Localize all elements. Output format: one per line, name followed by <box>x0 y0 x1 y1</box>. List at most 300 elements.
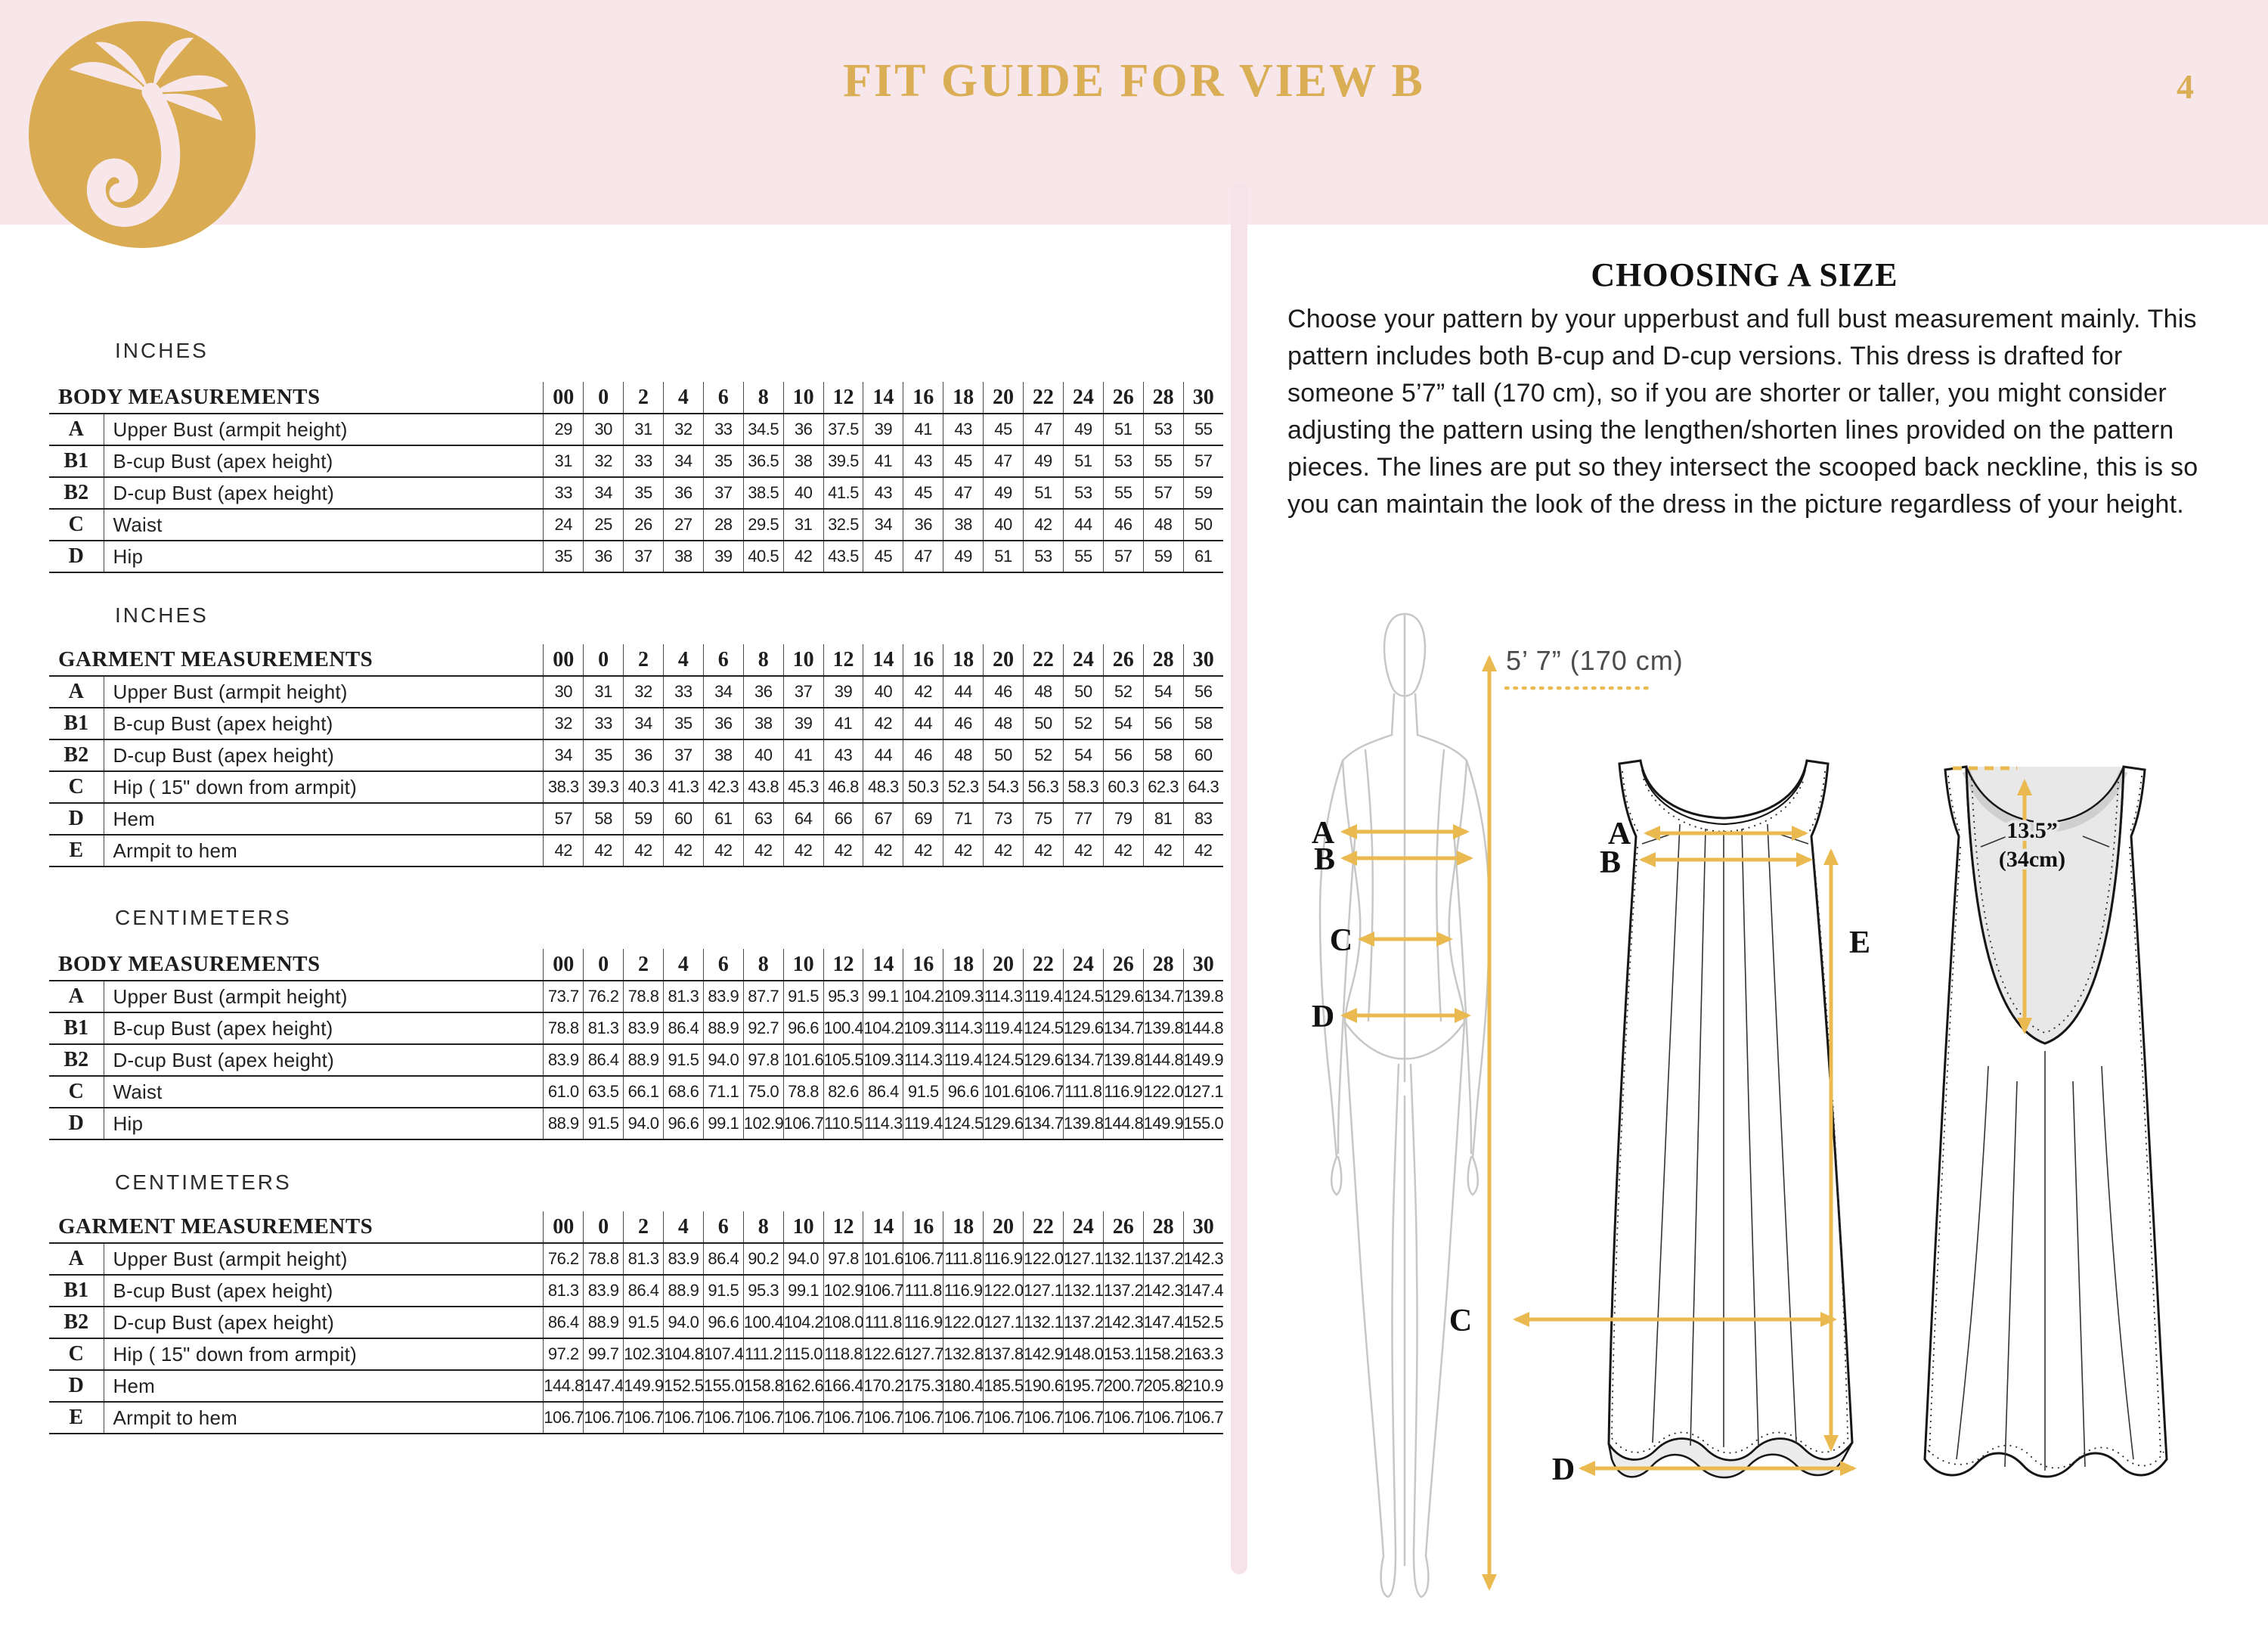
figure-measurement-arrows <box>1312 816 1470 1034</box>
size-column-header: 0 <box>584 382 624 414</box>
size-column-header: 2 <box>624 644 664 676</box>
row-label: D-cup Bust (apex height) <box>104 477 544 509</box>
measurement-value: 33 <box>544 477 584 509</box>
measurement-row <box>49 835 1223 867</box>
measurement-value: 118.8 <box>823 1338 863 1370</box>
measurement-row <box>49 1076 1223 1108</box>
row-code: A <box>68 680 84 703</box>
measurement-value: 122.0 <box>984 1275 1024 1307</box>
measurement-value: 109.3 <box>863 1044 903 1076</box>
size-column-header: 8 <box>743 382 783 414</box>
measurement-value: 83.9 <box>624 1012 664 1044</box>
measurement-value: 152.5 <box>663 1370 703 1402</box>
measurement-value: 41.5 <box>823 477 863 509</box>
measurement-value: 99.1 <box>703 1108 743 1139</box>
row-label: B-cup Bust (apex height) <box>104 1275 544 1307</box>
measurement-row <box>49 708 1223 739</box>
figure-label-b: B <box>1313 842 1336 877</box>
measurement-value: 30 <box>584 414 624 445</box>
measurement-value: 40 <box>783 477 823 509</box>
size-column-header: 26 <box>1103 949 1143 981</box>
size-column-header: 16 <box>903 644 943 676</box>
measurement-value: 42.3 <box>703 771 743 803</box>
measurement-value: 43.8 <box>743 771 783 803</box>
measurement-value: 86.4 <box>624 1275 664 1307</box>
measurement-value: 81.3 <box>544 1275 584 1307</box>
row-label: B-cup Bust (apex height) <box>104 708 544 739</box>
measurement-value: 147.4 <box>1183 1275 1223 1307</box>
measurement-value: 31 <box>544 445 584 477</box>
measurement-row <box>49 1108 1223 1139</box>
measurement-value: 106.7 <box>903 1402 943 1434</box>
measurement-value: 78.8 <box>584 1243 624 1275</box>
measurement-value: 144.8 <box>1183 1012 1223 1044</box>
measurement-row <box>49 541 1223 572</box>
measurement-value: 116.9 <box>1103 1076 1143 1108</box>
measurement-value: 25 <box>584 509 624 541</box>
measurement-value: 42 <box>624 835 664 867</box>
measurement-value: 106.7 <box>984 1402 1024 1434</box>
measurement-value: 158.8 <box>743 1370 783 1402</box>
measurement-value: 127.1 <box>984 1307 1024 1338</box>
size-column-header: 10 <box>783 644 823 676</box>
measurement-value: 92.7 <box>743 1012 783 1044</box>
unit-label-inches-body: INCHES <box>115 339 209 362</box>
measurement-row <box>49 509 1223 541</box>
measurement-value: 127.1 <box>1023 1275 1063 1307</box>
size-column-header: 12 <box>823 1211 863 1243</box>
measurement-value: 132.1 <box>1103 1243 1143 1275</box>
row-code: C <box>68 1342 84 1366</box>
measurement-value: 139.8 <box>1063 1108 1103 1139</box>
measurement-value: 82.6 <box>823 1076 863 1108</box>
measurement-value: 61.0 <box>544 1076 584 1108</box>
measurement-value: 42 <box>743 835 783 867</box>
measurement-value: 86.4 <box>663 1012 703 1044</box>
table-title: BODY MEASUREMENTS <box>58 385 321 409</box>
measurement-value: 127.7 <box>903 1338 943 1370</box>
measurement-value: 83.9 <box>584 1275 624 1307</box>
measurement-value: 111.8 <box>943 1243 984 1275</box>
measurement-value: 86.4 <box>703 1243 743 1275</box>
measurement-value: 39 <box>823 676 863 708</box>
measurement-value: 38.5 <box>743 477 783 509</box>
measurement-value: 106.7 <box>703 1402 743 1434</box>
measurement-value: 42 <box>1183 835 1223 867</box>
measurement-value: 57 <box>1103 541 1143 572</box>
measurement-value: 37 <box>703 477 743 509</box>
measurement-value: 148.0 <box>1063 1338 1103 1370</box>
measurement-value: 32 <box>663 414 703 445</box>
measurement-value: 119.4 <box>943 1044 984 1076</box>
measurement-value: 76.2 <box>584 981 624 1012</box>
measurement-row <box>49 445 1223 477</box>
measurement-value: 129.6 <box>1063 1012 1103 1044</box>
table-title: GARMENT MEASUREMENTS <box>58 1214 373 1239</box>
measurement-value: 42 <box>1063 835 1103 867</box>
row-code: C <box>68 1080 84 1103</box>
dress-label-b: B <box>1599 845 1622 880</box>
measurement-value: 58.3 <box>1063 771 1103 803</box>
size-column-header: 22 <box>1023 382 1063 414</box>
size-column-header: 18 <box>943 644 984 676</box>
measurement-row <box>49 1370 1223 1402</box>
size-column-header: 10 <box>783 949 823 981</box>
measurement-value: 144.8 <box>1103 1108 1143 1139</box>
measurement-value: 31 <box>783 509 823 541</box>
measurement-value: 52 <box>1063 708 1103 739</box>
measurement-value: 124.5 <box>984 1044 1024 1076</box>
measurement-value: 106.7 <box>584 1402 624 1434</box>
measurement-value: 139.8 <box>1103 1044 1143 1076</box>
size-column-header: 24 <box>1063 949 1103 981</box>
measurement-value: 38 <box>743 708 783 739</box>
measurement-value: 75 <box>1023 803 1063 835</box>
measurement-value: 30 <box>544 676 584 708</box>
measurement-value: 87.7 <box>743 981 783 1012</box>
size-column-header: 2 <box>624 1211 664 1243</box>
measurement-value: 101.6 <box>783 1044 823 1076</box>
measurement-value: 127.1 <box>1063 1243 1103 1275</box>
measurement-value: 95.3 <box>823 981 863 1012</box>
size-column-header: 2 <box>624 949 664 981</box>
measurement-row <box>49 414 1223 445</box>
measurement-value: 61 <box>703 803 743 835</box>
measurement-value: 45 <box>863 541 903 572</box>
measurement-value: 43 <box>823 739 863 771</box>
measurement-value: 102.3 <box>624 1338 664 1370</box>
row-code: A <box>68 417 84 441</box>
measurement-value: 144.8 <box>1143 1044 1183 1076</box>
measurement-value: 39 <box>863 414 903 445</box>
measurement-value: 53 <box>1063 477 1103 509</box>
measurement-value: 155.0 <box>703 1370 743 1402</box>
size-column-header: 20 <box>984 382 1024 414</box>
size-column-header: 00 <box>544 644 584 676</box>
garment-measurements-inches-table <box>49 644 1223 867</box>
measurement-value: 149.9 <box>1143 1108 1183 1139</box>
measurement-value: 147.4 <box>584 1370 624 1402</box>
measurement-value: 210.9 <box>1183 1370 1223 1402</box>
measurement-value: 106.7 <box>863 1402 903 1434</box>
measurement-value: 104.2 <box>863 1012 903 1044</box>
dress-label-a: A <box>1607 817 1631 851</box>
height-label: 5’ 7” (170 cm) <box>1506 645 1684 676</box>
measurement-value: 114.3 <box>903 1044 943 1076</box>
measurement-value: 29 <box>544 414 584 445</box>
measurement-value: 56 <box>1143 708 1183 739</box>
unit-label-inches-garment: INCHES <box>115 603 209 627</box>
dress-label-c: C <box>1448 1304 1473 1338</box>
row-code: B2 <box>64 743 89 767</box>
row-label: Hem <box>104 803 544 835</box>
measurement-value: 73.7 <box>544 981 584 1012</box>
measurement-value: 116.9 <box>943 1275 984 1307</box>
size-column-header: 10 <box>783 382 823 414</box>
measurement-value: 46 <box>1103 509 1143 541</box>
measurement-value: 106.7 <box>783 1108 823 1139</box>
size-column-header: 30 <box>1183 382 1223 414</box>
measurement-value: 97.8 <box>743 1044 783 1076</box>
measurement-value: 116.9 <box>903 1307 943 1338</box>
measurement-row <box>49 771 1223 803</box>
row-code: B1 <box>64 1279 89 1302</box>
measurement-value: 102.9 <box>743 1108 783 1139</box>
measurement-value: 35 <box>624 477 664 509</box>
measurement-value: 114.3 <box>943 1012 984 1044</box>
measurement-value: 142.3 <box>1143 1275 1183 1307</box>
measurement-value: 55 <box>1183 414 1223 445</box>
measurement-value: 114.3 <box>863 1108 903 1139</box>
measurement-value: 44 <box>943 676 984 708</box>
measurement-row <box>49 1338 1223 1370</box>
measurement-value: 56 <box>1103 739 1143 771</box>
measurement-value: 37 <box>783 676 823 708</box>
measurement-value: 48 <box>1143 509 1183 541</box>
measurement-value: 43 <box>863 477 903 509</box>
measurement-value: 29.5 <box>743 509 783 541</box>
measurement-value: 66.1 <box>624 1076 664 1108</box>
measurement-value: 51 <box>984 541 1024 572</box>
measurement-value: 40.5 <box>743 541 783 572</box>
measurement-value: 122.0 <box>1023 1243 1063 1275</box>
row-code: A <box>68 1247 84 1270</box>
measurement-value: 31 <box>624 414 664 445</box>
measurement-value: 55 <box>1063 541 1103 572</box>
measurement-value: 54 <box>1103 708 1143 739</box>
measurement-value: 195.7 <box>1063 1370 1103 1402</box>
measurement-value: 32 <box>624 676 664 708</box>
measurement-value: 40 <box>984 509 1024 541</box>
measurement-value: 34 <box>544 739 584 771</box>
row-label: Hip ( 15" down from armpit) <box>104 1338 544 1370</box>
unit-label-cm-body: CENTIMETERS <box>115 906 292 929</box>
size-column-header: 00 <box>544 949 584 981</box>
measurement-value: 42 <box>1103 835 1143 867</box>
measurement-value: 36 <box>703 708 743 739</box>
measurement-value: 114.3 <box>984 981 1024 1012</box>
measurement-value: 106.7 <box>544 1402 584 1434</box>
measurement-value: 34 <box>663 445 703 477</box>
measurement-value: 137.2 <box>1143 1243 1183 1275</box>
measurement-value: 100.4 <box>743 1307 783 1338</box>
measurement-value: 129.6 <box>1103 981 1143 1012</box>
row-code: D <box>68 544 84 568</box>
measurement-value: 46.8 <box>823 771 863 803</box>
size-column-header: 22 <box>1023 644 1063 676</box>
size-column-header: 24 <box>1063 644 1103 676</box>
measurement-value: 34 <box>863 509 903 541</box>
size-diagram <box>1270 597 2268 1640</box>
measurement-value: 48 <box>1023 676 1063 708</box>
measurement-value: 101.6 <box>863 1243 903 1275</box>
measurement-value: 99.7 <box>584 1338 624 1370</box>
measurement-value: 37.5 <box>823 414 863 445</box>
measurement-value: 111.8 <box>863 1307 903 1338</box>
measurement-value: 58 <box>1143 739 1183 771</box>
measurement-value: 57 <box>1143 477 1183 509</box>
measurement-row <box>49 1402 1223 1434</box>
measurement-value: 81.3 <box>624 1243 664 1275</box>
measurement-value: 88.9 <box>624 1044 664 1076</box>
measurement-value: 110.5 <box>823 1108 863 1139</box>
measurement-value: 53 <box>1023 541 1063 572</box>
measurement-value: 42 <box>943 835 984 867</box>
measurement-value: 134.7 <box>1143 981 1183 1012</box>
palm-tree-logo-icon <box>23 14 262 253</box>
measurement-value: 99.1 <box>783 1275 823 1307</box>
measurement-value: 153.1 <box>1103 1338 1143 1370</box>
measurement-value: 142.3 <box>1183 1243 1223 1275</box>
choosing-a-size-heading: CHOOSING A SIZE <box>1591 256 1898 293</box>
measurement-value: 60 <box>663 803 703 835</box>
measurement-value: 44 <box>863 739 903 771</box>
size-column-header: 0 <box>584 644 624 676</box>
measurement-value: 134.7 <box>1023 1108 1063 1139</box>
measurement-value: 106.7 <box>863 1275 903 1307</box>
measurement-value: 40 <box>743 739 783 771</box>
row-code: B1 <box>64 1016 89 1040</box>
row-code: C <box>68 775 84 798</box>
measurement-value: 46 <box>943 708 984 739</box>
measurement-value: 86.4 <box>863 1076 903 1108</box>
measurement-value: 127.1 <box>1183 1076 1223 1108</box>
measurement-value: 94.0 <box>624 1108 664 1139</box>
row-code: B1 <box>64 449 89 473</box>
measurement-row <box>49 1307 1223 1338</box>
measurement-value: 46 <box>984 676 1024 708</box>
measurement-value: 26 <box>624 509 664 541</box>
row-label: D-cup Bust (apex height) <box>104 739 544 771</box>
back-neck-depth-inches: 13.5” <box>2006 818 2058 843</box>
measurement-value: 94.0 <box>783 1243 823 1275</box>
row-code: A <box>68 984 84 1008</box>
measurement-value: 43.5 <box>823 541 863 572</box>
measurement-value: 81.3 <box>663 981 703 1012</box>
row-label: Upper Bust (armpit height) <box>104 414 544 445</box>
measurement-value: 106.7 <box>783 1402 823 1434</box>
row-code: D <box>68 807 84 830</box>
measurement-value: 58 <box>1183 708 1223 739</box>
measurement-value: 42 <box>544 835 584 867</box>
measurement-row <box>49 477 1223 509</box>
measurement-value: 49 <box>1023 445 1063 477</box>
measurement-value: 54 <box>1143 676 1183 708</box>
measurement-value: 53 <box>1103 445 1143 477</box>
measurement-value: 47 <box>903 541 943 572</box>
measurement-value: 97.2 <box>544 1338 584 1370</box>
front-dress-measurement-arrows <box>1449 817 1870 1487</box>
row-code: E <box>69 839 84 862</box>
measurement-value: 42 <box>1023 509 1063 541</box>
measurement-value: 36 <box>903 509 943 541</box>
measurement-value: 90.2 <box>743 1243 783 1275</box>
row-code: D <box>68 1374 84 1397</box>
row-code: B2 <box>64 1048 89 1071</box>
measurement-value: 59 <box>1143 541 1183 572</box>
measurement-value: 71 <box>943 803 984 835</box>
measurement-value: 81.3 <box>584 1012 624 1044</box>
measurement-value: 35 <box>584 739 624 771</box>
measurement-value: 155.0 <box>1183 1108 1223 1139</box>
measurement-value: 56.3 <box>1023 771 1063 803</box>
measurement-value: 61 <box>1183 541 1223 572</box>
measurement-value: 88.9 <box>703 1012 743 1044</box>
size-column-header: 00 <box>544 382 584 414</box>
measurement-value: 166.4 <box>823 1370 863 1402</box>
row-label: Upper Bust (armpit height) <box>104 981 544 1012</box>
row-label: D-cup Bust (apex height) <box>104 1307 544 1338</box>
measurement-value: 42 <box>1143 835 1183 867</box>
measurement-value: 83.9 <box>663 1243 703 1275</box>
body-measurements-cm-table <box>49 949 1223 1140</box>
size-column-header: 12 <box>823 949 863 981</box>
row-code: C <box>68 513 84 536</box>
measurement-value: 62.3 <box>1143 771 1183 803</box>
size-column-header: 6 <box>703 949 743 981</box>
measurement-value: 190.6 <box>1023 1370 1063 1402</box>
measurement-value: 96.6 <box>663 1108 703 1139</box>
row-label: Armpit to hem <box>104 835 544 867</box>
measurement-value: 163.3 <box>1183 1338 1223 1370</box>
size-column-header: 22 <box>1023 949 1063 981</box>
measurement-value: 53 <box>1143 414 1183 445</box>
measurement-value: 106.7 <box>1023 1402 1063 1434</box>
measurement-value: 149.9 <box>1183 1044 1223 1076</box>
measurement-value: 38.3 <box>544 771 584 803</box>
measurement-value: 104.2 <box>903 981 943 1012</box>
size-column-header: 28 <box>1143 949 1183 981</box>
measurement-value: 50 <box>984 739 1024 771</box>
measurement-row <box>49 803 1223 835</box>
measurement-value: 38 <box>943 509 984 541</box>
measurement-value: 115.0 <box>783 1338 823 1370</box>
measurement-value: 42 <box>663 835 703 867</box>
measurement-value: 79 <box>1103 803 1143 835</box>
measurement-value: 77 <box>1063 803 1103 835</box>
measurement-value: 42 <box>863 708 903 739</box>
measurement-value: 57 <box>544 803 584 835</box>
measurement-value: 48 <box>984 708 1024 739</box>
measurement-value: 42 <box>1023 835 1063 867</box>
measurement-value: 49 <box>1063 414 1103 445</box>
size-column-header: 6 <box>703 382 743 414</box>
measurement-value: 35 <box>544 541 584 572</box>
measurement-value: 78.8 <box>783 1076 823 1108</box>
measurement-value: 51 <box>1103 414 1143 445</box>
measurement-value: 83.9 <box>703 981 743 1012</box>
row-label: Hip ( 15" down from armpit) <box>104 771 544 803</box>
measurement-value: 106.7 <box>1143 1402 1183 1434</box>
measurement-value: 47 <box>1023 414 1063 445</box>
measurement-value: 75.0 <box>743 1076 783 1108</box>
measurement-value: 46 <box>903 739 943 771</box>
measurement-value: 34 <box>624 708 664 739</box>
size-column-header: 2 <box>624 382 664 414</box>
measurement-value: 111.8 <box>1063 1076 1103 1108</box>
choosing-a-size-paragraph: Choose your pattern by your upperbust and full bust measurement mainly. This pattern includes both B-cup and D-cup versions. This dress is drafted for someone 5’7” tall (170 cm), so if you are shorter or taller, you might consider adjusting the pattern using the lengthen/shorten lines provided on the pattern pieces. The lines are put so they intersect the scooped back neckline, this is so you can maintain the look of the dress in the picture regardless of your height. <box>1287 305 2198 519</box>
measurement-value: 122.0 <box>943 1307 984 1338</box>
dress-label-d: D <box>1551 1452 1576 1487</box>
measurement-value: 36 <box>584 541 624 572</box>
measurement-value: 40 <box>863 676 903 708</box>
size-column-header: 22 <box>1023 1211 1063 1243</box>
measurement-value: 44 <box>1063 509 1103 541</box>
size-column-header: 24 <box>1063 1211 1103 1243</box>
size-column-header: 16 <box>903 382 943 414</box>
measurement-value: 129.6 <box>984 1108 1024 1139</box>
measurement-value: 45.3 <box>783 771 823 803</box>
